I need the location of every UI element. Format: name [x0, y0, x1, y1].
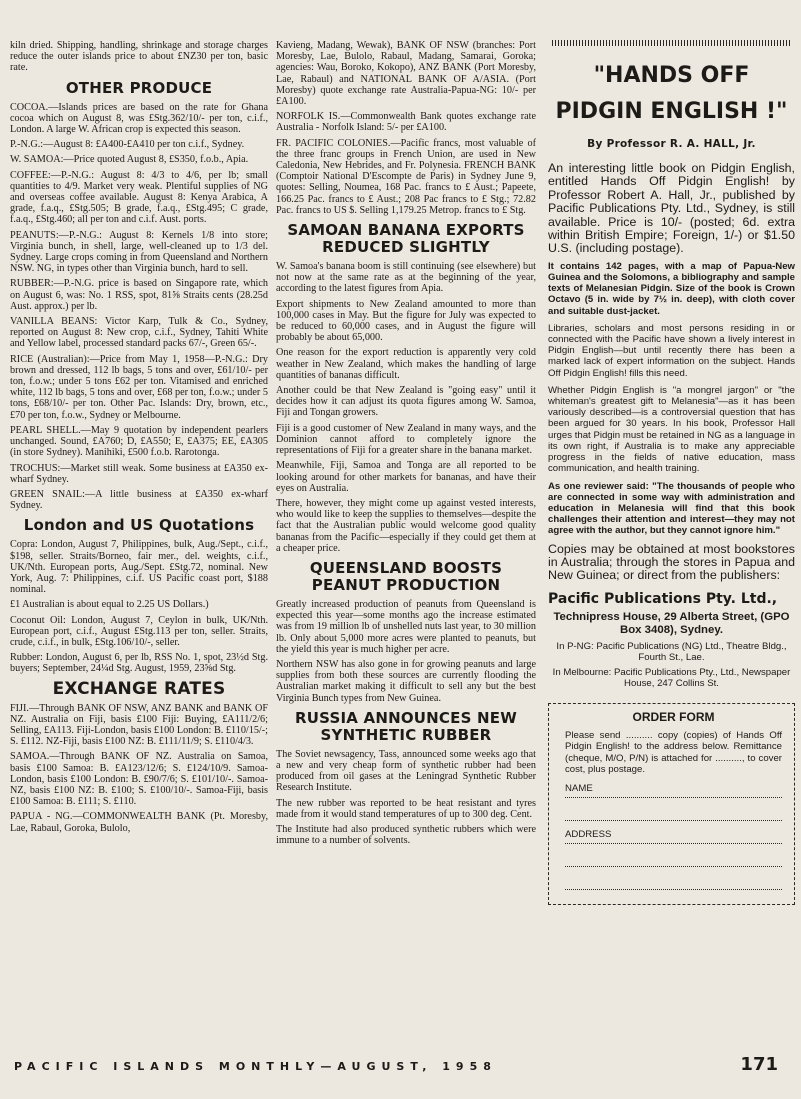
- png-address: In P-NG: Pacific Publications (NG) Ltd., Theatre Bldg., Fourth St., Lae.: [556, 640, 787, 663]
- decorative-rule: [552, 40, 791, 46]
- footer-text: PACIFIC ISLANDS MONTHLY—AUGUST, 1958: [14, 1060, 497, 1073]
- order-form-text: Please send .......... copy (copies) of Hands Off Pidgin English! to the address below. Remittance (cheque, M/O, P/N) is attached for .........., to cover cost, plus postage.: [565, 729, 782, 775]
- publisher-name: Pacific Publications Pty. Ltd.,: [548, 590, 778, 607]
- heading-other-produce: OTHER PRODUCE: [65, 78, 213, 97]
- rubber-text: RUBBER:—P.-N.G. price is based on Singapore rate, which on August 6, was: No. 1 RSS, spot, 81⅝ Straits cents (28.25d Aust. approx.) per lb.: [10, 278, 268, 312]
- coconut-text: Coconut Oil: London, August 7, Ceylon in bulk, UK/Nth. European port, c.i.f., August £Stg.113 per ton, seller. Straits, crude, c.i.f., in bulk, £Stg.106/10/-, seller.: [10, 614, 268, 648]
- french-text: FR. PACIFIC COLONIES.—Pacific francs, most valuable of the three franc groups in French Union, are used in New Caledonia, New Hebrides, and Fr. Polynesia. FRENCH BANK (Comptoir National D'Escompte de Paris) in Sydney June 9, quotes: Selling, Noumea, 168 Pac. francs to £ Aust.; Papeete, 166.25 Pac. francs to £ Aust.; 208 Pac francs to £ Stg.; 72.82 Pac. francs to US $. Selling 1,179.25 Metrop. francs to £ Stg.: [276, 137, 536, 216]
- trochus-text: TROCHUS:—Market still weak. Some business at £A350 ex-wharf Sydney.: [10, 462, 268, 485]
- magazine-page: [10, 40, 795, 1060]
- order-form: [548, 703, 795, 906]
- order-form-title: ORDER FORM: [632, 709, 715, 724]
- name-field[interactable]: NAME: [565, 783, 782, 798]
- rubber-p2: The new rubber was reported to be heat resistant and tyres made from it would stand temperatures of up to 300 deg. Cent.: [276, 797, 536, 820]
- article-title: "HANDS OFF PIDGIN ENGLISH !": [555, 63, 788, 124]
- column-1: [10, 40, 268, 838]
- banana-p5: Fiji is a good customer of New Zealand in many ways, and the Dominion cannot afford to completely ignore the representations of Fiji for a greater share in the banana market.: [276, 422, 536, 457]
- address-field[interactable]: ADDRESS: [565, 829, 782, 844]
- peanuts-text: PEANUTS:—P.-N.G.: August 8: Kernels 1/8 into store; Virginia bunch, in shell, large, well-cleaned up to 1/3 del. Sydney. Large crops coming in from Queensland and Northern NSW. NG, in types other than Virginia bunch, hard to sell.: [10, 229, 268, 275]
- address-line-3[interactable]: [565, 875, 782, 890]
- lead-paragraph: An interesting little book on Pidgin English, entitled Hands Off Pidgin English! by Professor Robert A. Hall, Jr., published by Pacific Publications Pty. Ltd., Sydney, is still available. Price is 10/- (posted; 6d. extra within British Empire; Foreign, 1/-) or $1.50 U.S. (including postage).: [548, 161, 795, 256]
- blank-line[interactable]: [565, 806, 782, 821]
- heading-peanut: QUEENSLAND BOOSTS PEANUT PRODUCTION: [309, 558, 503, 594]
- papua-text: PAPUA - NG.—COMMONWEALTH BANK (Pt. Moresby, Lae, Rabaul, Goroka, Bulolo,: [10, 811, 268, 834]
- cocoa-png: P.-N.G.:—August 8: £A400-£A410 per ton c.i.f., Sydney.: [10, 139, 245, 151]
- rice-text: RICE (Australian):—Price from May 1, 1958—P.-N.G.: Dry brown and dressed, 112 lb bags, 5 tons and over, £61/10/- per ton, f.o.w.; under 5 tons £62 per ton. Vitamised and enriched white, 112 lb bags, 5 tons and over, £68 per ton, f.o.w.; under 5 tons, £68/10/- per ton. Other Pac. Islands: Dry, brown, etc., £70 per ton, f.o.w., Sydney or Melbourne.: [10, 353, 268, 421]
- banana-p7: There, however, they might come up against vested interests, who would like to keep the supplies to themselves—despite the fact that the Australian public would welcome good quality bananas from the Pacific—especially if they could get them at a cheaper price.: [276, 497, 536, 554]
- heading-synthetic-rubber: RUSSIA ANNOUNCES NEW SYNTHETIC RUBBER: [295, 708, 517, 744]
- column-2: [276, 40, 536, 850]
- snail-text: GREEN SNAIL:—A little business at £A350 ex-wharf Sydney.: [10, 488, 268, 512]
- pearl-text: PEARL SHELL.—May 9 quotation by independent pearlers unchanged. Sound, £A760; D, £A550; E, £A375; EE, £A305 (in store Sydney). Manihiki, £500 f.o.b. Rarotonga.: [10, 424, 268, 459]
- peanut-p2: Northern NSW has also gone in for growing peanuts and large supplies from both these sources are currently flooding the Australian market making it difficult to sell any but the best Virginia Bunch types from New Guinea.: [276, 658, 536, 704]
- banks-text: Kavieng, Madang, Wewak), BANK OF NSW (branches: Port Moresby, Lae, Bulolo, Rabaul, Madang, Samarai, Goroka; agencies: Wau, Boroko, Kokopo), ANZ BANK (Port Moresby, Lae, Rabaul) and NATIONAL BANK OF A/ASIA. (Port Moresby) quote exchange rate Australia-Papua-NG: 10/- per £A100.: [276, 40, 536, 108]
- byline: By Professor R. A. HALL, Jr.: [587, 138, 756, 150]
- rubber-p1: The Soviet newsagency, Tass, announced some weeks ago that a new and very cheap form of synthetic rubber had been produced from oil gases at the Leningrad Synthetic Rubber Research Institute.: [276, 748, 536, 794]
- vanilla-text: VANILLA BEANS: Victor Karp, Tulk & Co., Sydney, reported on August 8: New crop, c.i.f., Sydney, Tahiti White and Yellow label, processed standard packs 67/-, Green 65/-.: [10, 316, 268, 350]
- heading-banana: SAMOAN BANANA EXPORTS REDUCED SLIGHTLY: [287, 221, 525, 257]
- fiji-text: FIJI.—Through BANK OF NSW, ANZ BANK and BANK OF NZ. Australia on Fiji, basis £100 Fiji: Buying, £A111/2/6; Selling, £A113. Fiji-London, basis £100 London: B. £110/15/-; S. £112. NZ-Fiji, basis £100 NZ: B. £111/11/9; S. £110/4/3.: [10, 702, 268, 748]
- banana-p6: Meanwhile, Fiji, Samoa and Tonga are all reported to be looking around for other markets for bananas, and have their eyes on Australia.: [276, 460, 536, 494]
- cocoa-text: COCOA.—Islands prices are based on the rate for Ghana cocoa which on August 8, was £Stg.362/10/- per ton, c.i.f., London. A large W. African crop is expected this season.: [10, 101, 268, 136]
- melbourne-address: In Melbourne: Pacific Publications Pty., Ltd., Newspaper House, 247 Collins St.: [552, 666, 791, 689]
- copra-text: Copra: London, August 7, Philippines, bulk, Aug./Sept., c.i.f., $198, seller. Straits/Borneo, fair mer., del. weights, c.i.f., UK/Nth. European ports, Aug./Sept. £Stg.72, nominal. New York, Aug. 7: Philippines, c.i.f. US Pacific coast port, $188 nominal.: [10, 539, 268, 596]
- address-line-2[interactable]: [565, 852, 782, 867]
- publisher-address: Technipress House, 29 Alberta Street, (GPO Box 3408), Sydney.: [553, 610, 790, 636]
- samoa-exchange-text: SAMOA.—Through BANK OF NZ. Australia on Samoa, basis £100 Samoa: B. £A123/12/6; S. £124/10/9. Samoa-London, basis £100 London: B. £90/7/6; S. £101/10/-. Samoa-NZ, basis £100 NZ: B. £100; S. £100/10/-. Samoa-Fiji, basis £100 Samoa: B. £111; S. £110.: [10, 751, 268, 808]
- cocoa-samoa: W. SAMOA:—Price quoted August 8, £S350, f.o.b., Apia.: [10, 154, 249, 166]
- peanut-p1: Greatly increased production of peanuts from Queensland is expected this year—some months ago the increase estimated was from 19 million lb of unshelled nuts last year, to 30 million lb. Only about 5,000 more acres were planted to peanuts, but the yield this year is much higher per acre.: [276, 598, 536, 655]
- page-footer: [14, 1054, 784, 1075]
- banana-p4: Another could be that New Zealand is "going easy" until it decides how it can adjust its quota figures among W. Samoa, Fiji and Tongan growers.: [276, 385, 536, 419]
- interest-paragraph: Libraries, scholars and most persons residing in or connected with the Pacific have shown a lively interest in Pidgin English—but until recently there has been a marked lack of expert information on the subject. Hands Off Pidgin English! fills this need.: [548, 322, 795, 379]
- heading-exchange-rates: EXCHANGE RATES: [52, 678, 226, 699]
- banana-p1: W. Samoa's banana boom is still continuing (see elsewhere) but not now at the same rate as at the beginning of the year, according to the latest figures from Apia.: [276, 261, 536, 295]
- reviewer-quote: As one reviewer said: "The thousands of people who are connected in some way with administration and education in Melanesia will find that this book challenges their attention and interest—they may not agree with the author, but they cannot ignore him.": [548, 480, 795, 537]
- controversy-paragraph: Whether Pidgin English is "a mongrel jargon" or "the whiteman's greatest gift to Melanesia"—as it has been variously described—is a controversial question that has been argued for 30 years. In his book, Professor Hall urges that Pidgin must be retained in NG as a language in its own right, if Australia is to make any appreciable progress in the fields of native education, mass communication, and health training.: [548, 384, 795, 475]
- book-details: It contains 142 pages, with a map of Papua-New Guinea and the Solomons, a bibliography and sample texts of Melanesian Pidgin. Size of the book is Crown Octavo (5 in. wide by 7½ in. deep), with cloth cover and suitable dust-jacket.: [548, 260, 795, 317]
- rice-intro: kiln dried. Shipping, handling, shrinkage and storage charges reduce the outer islands price to about £NZ30 per ton, basic rate.: [10, 40, 268, 74]
- banana-p3: One reason for the export reduction is apparently very cold weather in New Zealand, which makes the handling of large quantities of bananas difficult.: [276, 347, 536, 381]
- aud-text: £1 Australian is about equal to 2.25 US Dollars.): [10, 599, 209, 611]
- page-number: 171: [740, 1054, 778, 1075]
- copies-paragraph: Copies may be obtained at most bookstores in Australia; through the stores in Papua and New Guinea; or direct from the publishers:: [548, 541, 795, 583]
- banana-p2: Export shipments to New Zealand amounted to more than 100,000 cases in May. But the figure for July was expected to be reduced to 60,000 cases, and in August the figure will probably be about 65,000.: [276, 298, 536, 344]
- rubber-london-text: Rubber: London, August 6, per lb, RSS No. 1, spot, 23½d Stg. buyers; September, 24¼d Stg. August, 1959, 23⅝d Stg.: [10, 652, 268, 675]
- coffee-text: COFFEE:—P.-N.G.: August 8: 4/3 to 4/6, per lb; small quantities to 4/9. Market very weak. Plentiful supplies of NG and overseas coffee available. August 8: Kenya Arabica, A grade, f.a.q., £Stg.505; B grade, f.a.q., £Stg.495; C grade, f.a.q., £Stg.460; all per ton and c.i.f. Aust. ports.: [10, 169, 268, 226]
- norfolk-text: NORFOLK IS.—Commonwealth Bank quotes exchange rate Australia - Norfolk Island: 5/- per £A100.: [276, 111, 536, 134]
- rubber-p3: The Institute had also produced synthetic rubbers which were immune to a number of solvents.: [276, 823, 536, 847]
- column-3: [548, 40, 795, 905]
- heading-london-us: London and US Quotations: [23, 516, 255, 535]
